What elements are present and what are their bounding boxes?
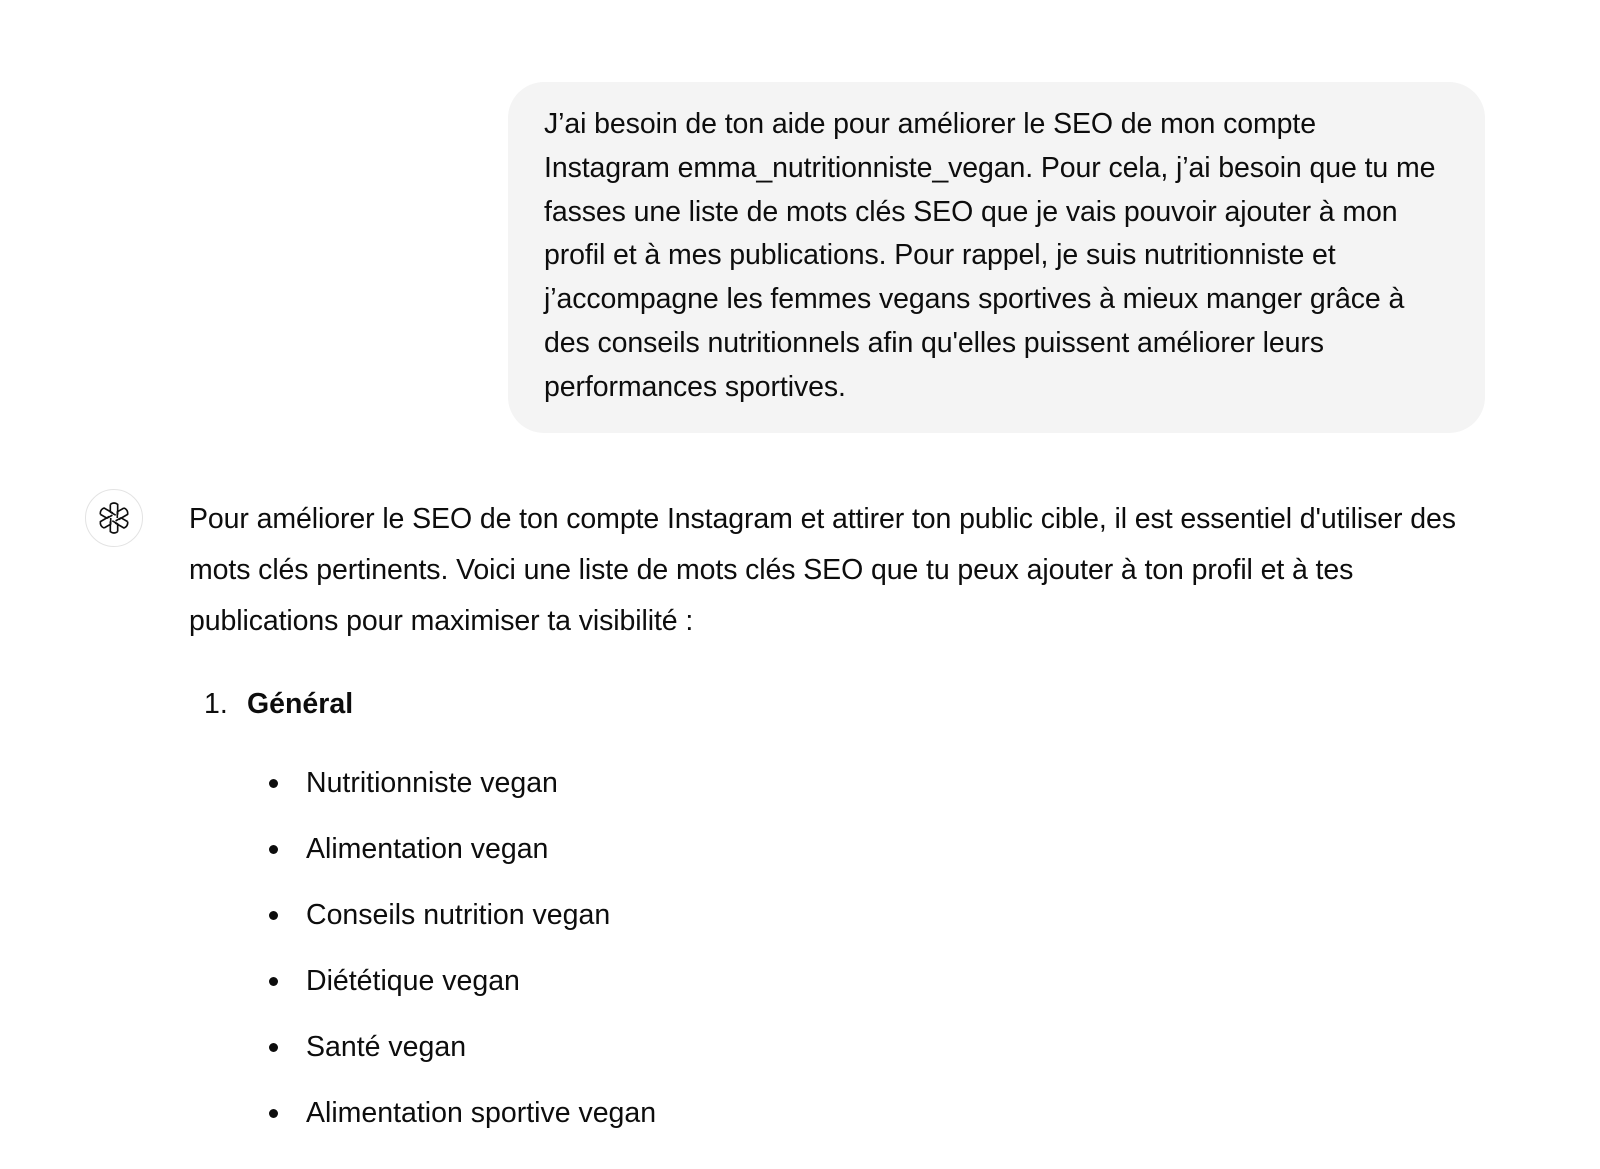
user-message-bubble [508, 82, 1485, 433]
section-number: 1. [204, 688, 228, 720]
list-item [306, 750, 1499, 816]
assistant-avatar [85, 489, 143, 547]
list-item [306, 1080, 1499, 1146]
list-item [306, 816, 1499, 882]
keyword-list [247, 750, 1499, 1146]
list-item [306, 948, 1499, 1014]
list-item [306, 882, 1499, 948]
bullet-icon [269, 1109, 278, 1118]
user-message-text: J’ai besoin de ton aide pour améliorer le SEO de mon compte Instagram emma_nutritionniste_vegan. Pour cela, j’ai besoin que tu me fasses une liste de mots clés SEO que je vais pouvoir ajouter à mon profil et à mes publications. Pour rappel, je suis nutritionniste et j’accompagne les femmes vegans sportives à mieux manger grâce à des conseils nutritionnels afin qu'elles puissent améliorer leurs performances sportives. [544, 108, 1436, 403]
openai-logo-icon [97, 501, 131, 535]
assistant-intro-text: Pour améliorer le SEO de ton compte Instagram et attirer ton public cible, il est essentiel d'utiliser des mots clés pertinents. Voici une liste de mots clés SEO que tu peux ajouter à ton profil et à tes publications pour maximiser ta visibilité : [189, 503, 1456, 637]
keyword-text: Santé vegan [306, 1031, 467, 1063]
keyword-section-general [189, 679, 1499, 1146]
bullet-icon [269, 845, 278, 854]
list-item [306, 1014, 1499, 1080]
bullet-icon [269, 911, 278, 920]
keyword-text: Alimentation vegan [306, 833, 549, 865]
bullet-icon [269, 1043, 278, 1052]
keyword-text: Diététique vegan [306, 965, 520, 997]
keyword-text: Nutritionniste vegan [306, 767, 558, 799]
section-title: Général [247, 688, 354, 720]
keyword-text: Alimentation sportive vegan [306, 1097, 657, 1129]
bullet-icon [269, 977, 278, 986]
keyword-text: Conseils nutrition vegan [306, 899, 611, 931]
assistant-message [189, 494, 1499, 1146]
bullet-icon [269, 779, 278, 788]
